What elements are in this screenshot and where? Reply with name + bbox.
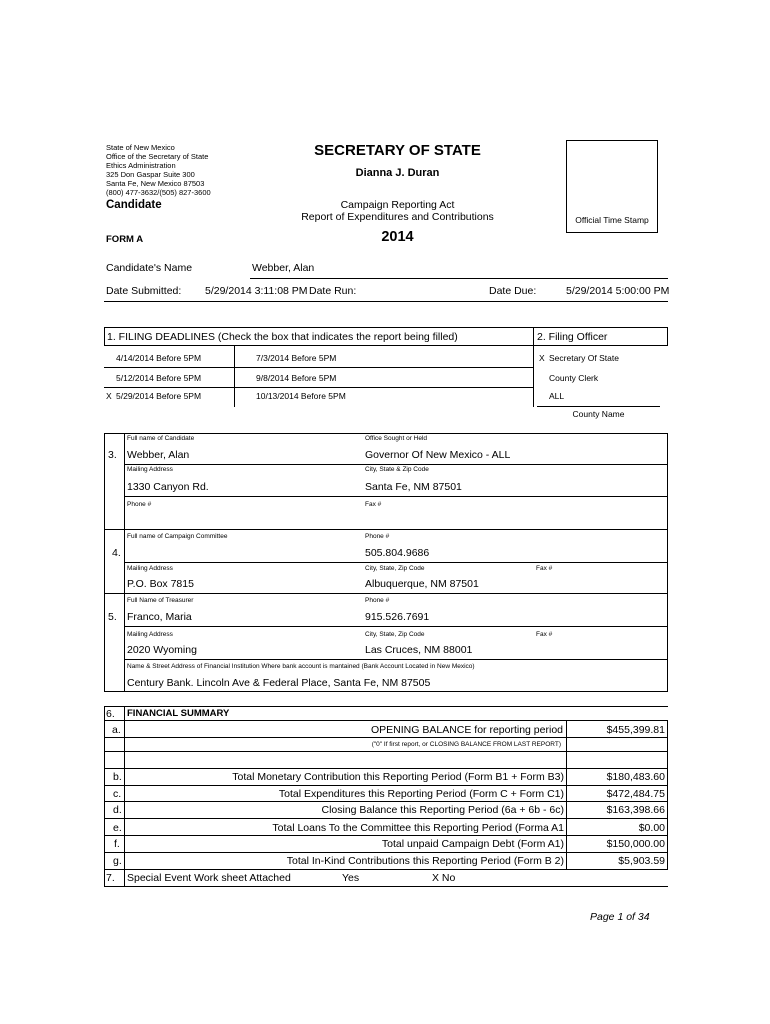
divider: [104, 529, 668, 530]
field-label: Fax #: [536, 631, 553, 638]
divider: [104, 852, 668, 853]
field-label: Fax #: [365, 501, 382, 508]
divider: [104, 886, 668, 887]
summary-value[interactable]: $5,903.59: [618, 855, 665, 867]
treasurer-mailing-address[interactable]: 2020 Wyoming: [127, 644, 197, 656]
summary-value[interactable]: $472,484.75: [606, 788, 665, 800]
bank-name-address[interactable]: Century Bank. Lincoln Ave & Federal Place, Santa Fe, NM 87505: [127, 677, 431, 689]
candidate-heading: Candidate: [106, 199, 162, 211]
form-label: FORM A: [106, 234, 144, 245]
section-number: 3.: [108, 449, 117, 461]
divider: [104, 737, 668, 738]
date-due: 5/29/2014 5:00:00 PM: [566, 285, 670, 297]
field-label: City, State, Zip Code: [365, 565, 425, 572]
candidate-name: Webber, Alan: [252, 262, 315, 274]
field-label: Office Sought or Held: [365, 435, 428, 442]
financial-summary-title: FINANCIAL SUMMARY: [127, 708, 230, 719]
field-label: Mailing Address: [127, 466, 173, 473]
committee-phone[interactable]: 505.804.9686: [365, 547, 430, 559]
agency-line: (800) 477-3632/(505) 827-3600: [106, 188, 211, 197]
report-title: Report of Expenditures and Contributions: [301, 211, 494, 223]
opening-balance-value[interactable]: $455,399.81: [606, 724, 665, 736]
deadline-mark[interactable]: X: [106, 391, 112, 401]
divider: [104, 691, 668, 692]
divider: [234, 345, 235, 407]
agency-line: Santa Fe, New Mexico 87503: [106, 179, 205, 188]
field-label: Mailing Address: [127, 631, 173, 638]
summary-value[interactable]: $163,398.66: [606, 804, 665, 816]
report-year: 2014: [381, 229, 414, 245]
officer-option: ALL: [549, 391, 565, 401]
summary-label: Total Expenditures this Reporting Period (Form C + Form C1): [278, 788, 564, 800]
divider: [667, 433, 668, 691]
divider: [104, 433, 668, 434]
summary-label: Total unpaid Campaign Debt (Form A1): [381, 838, 564, 850]
divider: [104, 345, 668, 346]
summary-label: Total Loans To the Committee this Reporting Period (Forma A1: [272, 822, 564, 834]
date-run-label: Date Run:: [309, 285, 357, 297]
section-number: 4.: [112, 547, 121, 559]
candidate-mailing-address[interactable]: 1330 Canyon Rd.: [127, 481, 209, 493]
candidate-city[interactable]: Santa Fe, NM 87501: [365, 481, 462, 493]
divider: [124, 464, 667, 465]
divider: [104, 367, 533, 368]
opening-balance-note: ("0" If first report, or CLOSING BALANCE FROM LAST REPORT): [371, 741, 561, 748]
time-stamp-label: Official Time Stamp: [575, 215, 649, 225]
field-label: Full name of Campaign Committee: [127, 533, 228, 540]
row-letter: b.: [113, 771, 122, 783]
special-event-yes[interactable]: Yes: [342, 872, 360, 884]
divider: [533, 327, 534, 407]
summary-value[interactable]: $150,000.00: [606, 838, 665, 850]
candidate-full-name[interactable]: Webber, Alan: [127, 449, 190, 461]
official-name: Dianna J. Duran: [355, 167, 440, 179]
field-label: Name & Street Address of Financial Institution Where bank account is mantained (Bank Account Located in New Mexico): [127, 663, 475, 670]
divider: [104, 869, 668, 870]
field-label: City, State & Zip Code: [365, 466, 429, 473]
row-letter: a.: [112, 724, 121, 736]
divider: [124, 706, 125, 886]
field-label: Phone #: [127, 501, 152, 508]
divider: [104, 387, 533, 388]
divider: [124, 659, 667, 660]
act-title: Campaign Reporting Act: [340, 199, 455, 211]
divider: [104, 706, 668, 707]
divider: [104, 301, 668, 302]
divider: [250, 278, 668, 279]
deadline-option: 4/14/2014 Before 5PM: [116, 353, 202, 363]
field-label: Mailing Address: [127, 565, 173, 572]
divider: [104, 327, 105, 345]
section-number: 6.: [106, 708, 115, 720]
divider: [104, 593, 668, 594]
page-title: SECRETARY OF STATE: [314, 142, 481, 159]
page-number: Page 1 of 34: [590, 911, 650, 923]
summary-label: Total In-Kind Contributions this Reporting Period (Form B 2): [286, 855, 564, 867]
divider: [566, 720, 567, 870]
divider: [667, 327, 668, 345]
field-label: Fax #: [536, 565, 553, 572]
county-name-field[interactable]: [537, 406, 660, 407]
committee-city[interactable]: Albuquerque, NM 87501: [365, 578, 479, 590]
divider: [104, 720, 668, 721]
field-label: Phone #: [365, 533, 390, 540]
summary-label: Closing Balance this Reporting Period (6a + 6b - 6c): [321, 804, 564, 816]
field-label: Full Name of Treasurer: [127, 597, 194, 604]
officer-mark[interactable]: X: [539, 353, 545, 363]
treasurer-name[interactable]: Franco, Maria: [127, 611, 192, 623]
filing-officer-header: 2. Filing Officer: [537, 331, 608, 343]
filing-deadlines-header: 1. FILING DEADLINES (Check the box that indicates the report being filled): [107, 331, 458, 343]
county-name-label: County Name: [572, 409, 625, 419]
deadline-option: 9/8/2014 Before 5PM: [256, 373, 337, 383]
divider: [124, 562, 667, 563]
date-submitted-label: Date Submitted:: [106, 285, 182, 297]
field-label: Phone #: [365, 597, 390, 604]
row-letter: f.: [114, 838, 120, 850]
divider: [104, 433, 105, 691]
treasurer-city[interactable]: Las Cruces, NM 88001: [365, 644, 473, 656]
section-number: 5.: [108, 611, 117, 623]
divider: [104, 818, 668, 819]
divider: [124, 626, 667, 627]
candidate-name-label: Candidate's Name: [106, 262, 193, 274]
deadline-option: 5/12/2014 Before 5PM: [116, 373, 202, 383]
row-letter: d.: [113, 804, 122, 816]
office-sought[interactable]: Governor Of New Mexico - ALL: [365, 449, 511, 461]
section-number: 7.: [106, 872, 115, 884]
divider: [104, 327, 668, 328]
agency-line: 325 Don Gaspar Suite 300: [106, 170, 195, 179]
field-label: Full name of Candidate: [127, 435, 195, 442]
summary-value[interactable]: $180,483.60: [606, 771, 665, 783]
divider: [104, 768, 668, 769]
agency-line: Ethics Administration: [106, 161, 176, 170]
special-event-no[interactable]: X No: [432, 872, 456, 884]
special-event-label: Special Event Work sheet Attached: [127, 872, 291, 884]
summary-label: Total Monetary Contribution this Reporting Period (Form B1 + Form B3): [232, 771, 564, 783]
divider: [104, 751, 668, 752]
summary-value[interactable]: $0.00: [638, 822, 665, 834]
date-submitted: 5/29/2014 3:11:08 PM: [205, 285, 308, 297]
officer-option: Secretary Of State: [549, 353, 619, 363]
committee-mailing-address[interactable]: P.O. Box 7815: [127, 578, 194, 590]
deadline-option: 5/29/2014 Before 5PM: [116, 391, 202, 401]
deadline-option: 7/3/2014 Before 5PM: [256, 353, 337, 363]
divider: [667, 720, 668, 870]
divider: [104, 835, 668, 836]
opening-balance-label: OPENING BALANCE for reporting period: [371, 724, 563, 736]
agency-line: Office of the Secretary of State: [106, 152, 209, 161]
officer-option: County Clerk: [549, 373, 599, 383]
divider: [124, 496, 667, 497]
treasurer-phone[interactable]: 915.526.7691: [365, 611, 430, 623]
deadline-option: 10/13/2014 Before 5PM: [256, 391, 346, 401]
date-due-label: Date Due:: [489, 285, 537, 297]
agency-line: State of New Mexico: [106, 143, 175, 152]
row-letter: c.: [113, 788, 122, 800]
divider: [104, 706, 105, 886]
divider: [104, 801, 668, 802]
field-label: City, State, Zip Code: [365, 631, 425, 638]
divider: [104, 785, 668, 786]
row-letter: e.: [113, 822, 122, 834]
row-letter: g.: [113, 855, 122, 867]
